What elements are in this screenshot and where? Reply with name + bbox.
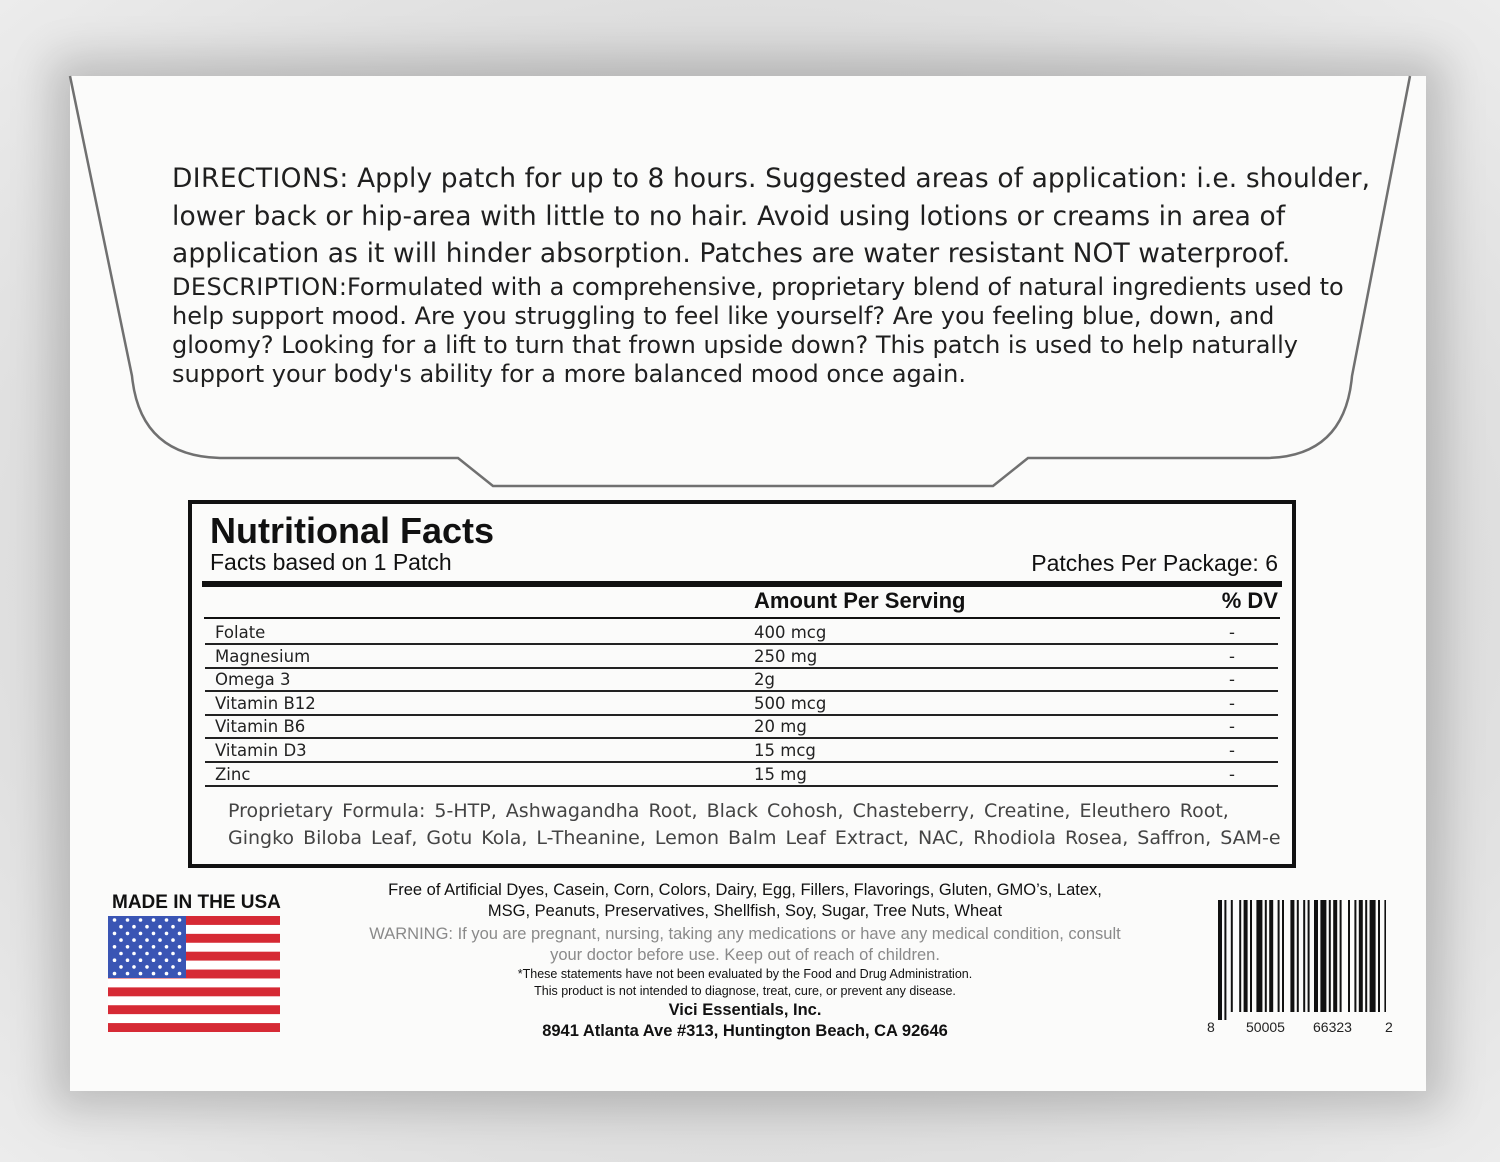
barcode-digit-last: 2 [1385, 1019, 1393, 1035]
description-body: :Formulated with a comprehensive, proprietary blend of natural ingredients used to help support mood. Are you struggling to feel like yourself? Are you feeling blue, down, and gloomy? Looking for a lift to turn that frown upside down? This patch is used to help naturally support your body's ability for a more balanced mood once again. [172, 273, 1344, 388]
nutrient-dv: - [1229, 764, 1235, 784]
nutrient-name: Magnesium [215, 646, 311, 666]
table-row [205, 622, 1278, 645]
table-row [205, 646, 1278, 669]
barcode-digit-first: 8 [1207, 1019, 1215, 1035]
nutrient-dv: - [1229, 740, 1235, 760]
nutrient-dv: - [1229, 693, 1235, 713]
nutrient-amount: 2g [754, 670, 775, 690]
barcode-group-right: 66323 [1313, 1019, 1352, 1035]
nutrient-dv: - [1229, 646, 1235, 666]
patches-per-package: Patches Per Package: 6 [1031, 550, 1278, 576]
thick-divider [202, 581, 1282, 587]
directions-text [172, 160, 1372, 273]
nutrient-amount: 15 mg [754, 764, 807, 784]
made-in-usa-label: MADE IN THE USA [112, 892, 281, 913]
nutrient-name: Vitamin B12 [215, 693, 316, 713]
allergen-statement [340, 880, 1150, 922]
facts-basis: Facts based on 1 Patch [210, 549, 452, 575]
description-label: DESCRIPTION [172, 273, 339, 301]
table-row [205, 764, 1278, 787]
nutrient-name: Zinc [215, 764, 251, 784]
table-row [205, 693, 1278, 716]
nutrient-amount: 250 mg [754, 646, 818, 666]
barcode-icon [1216, 900, 1386, 1020]
nutrient-name: Vitamin B6 [215, 717, 306, 737]
nutrient-amount: 500 mcg [754, 693, 827, 713]
table-row [205, 716, 1278, 739]
warning-line-1: WARNING: If you are pregnant, nursing, taking any medications or have any medical condition, consult [369, 925, 1121, 943]
nutrient-amount: 400 mcg [754, 623, 827, 642]
nutrition-facts-panel [188, 500, 1296, 868]
dv-column-header: % DV [1221, 588, 1278, 613]
header-divider [204, 617, 1280, 619]
warning-statement [340, 924, 1150, 966]
fda-disclaimer [340, 966, 1150, 1000]
us-flag-icon [108, 916, 280, 1032]
warning-line-2: your doctor before use. Keep out of reach of children. [550, 946, 940, 964]
directions-label: DIRECTIONS [172, 163, 340, 194]
nutrient-name: Omega 3 [215, 670, 291, 690]
table-row [205, 669, 1278, 692]
nutrient-dv: - [1229, 717, 1235, 737]
fda-line-1: *These statements have not been evaluated by the Food and Drug Administration. [517, 967, 973, 981]
directions-body: : Apply patch for up to 8 hours. Suggested areas of application: i.e. shoulder, lower back or hip-area with little to no hair. Avoid using lotions or creams in area of application as it will hinder absorption. Patches are water resistant NOT waterproof. [172, 163, 1371, 269]
company-name: Vici Essentials, Inc. [668, 1001, 822, 1019]
nutrient-dv: - [1229, 623, 1235, 642]
allergen-line-2: MSG, Peanuts, Preservatives, Shellfish, Soy, Sugar, Tree Nuts, Wheat [487, 902, 1003, 920]
nutrient-dv: - [1229, 670, 1235, 690]
proprietary-formula: Proprietary Formula: 5-HTP, Ashwagandha Root, Black Cohosh, Chasteberry, Creatine, Eleuthero Root, Gingko Biloba Leaf, Gotu Kola, L-Theanine, Lemon Balm Leaf Extract, NAC, Rhodiola Rosea, Saffron, SAM-e [228, 800, 1281, 849]
amount-column-header: Amount Per Serving [754, 588, 966, 613]
facts-title: Nutritional Facts [210, 510, 495, 551]
fda-line-2: This product is not intended to diagnose, treat, cure, or prevent any disease. [534, 984, 956, 998]
nutrient-table [205, 622, 1278, 787]
table-row [205, 740, 1278, 763]
description-text [172, 273, 1372, 389]
nutrient-name: Folate [215, 623, 266, 642]
allergen-line-1: Free of Artificial Dyes, Casein, Corn, Colors, Dairy, Egg, Fillers, Flavorings, Gluten, GMO’s, Latex, [388, 881, 1102, 899]
nutrient-amount: 20 mg [754, 717, 807, 737]
nutrient-name: Vitamin D3 [215, 740, 307, 760]
company-address: 8941 Atlanta Ave #313, Huntington Beach, CA 92646 [542, 1022, 948, 1040]
nutrient-amount: 15 mcg [754, 740, 816, 760]
barcode-group-left: 50005 [1246, 1019, 1285, 1035]
